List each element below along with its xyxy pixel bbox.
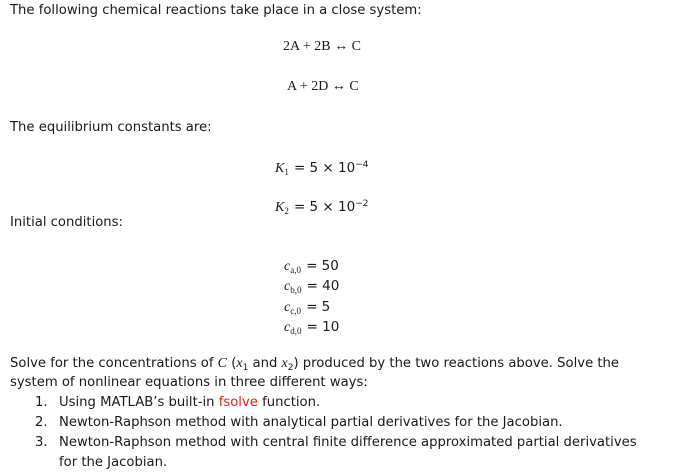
k1-subscript: 1 [284, 167, 289, 177]
cb0-value: = 40 [306, 278, 340, 294]
constant-k2 [275, 196, 368, 216]
list-item-3-continuation: for the Jacobian. [59, 455, 168, 470]
reaction-2-rhs: C [349, 79, 359, 94]
equilibrium-label: The equilibrium constants are: [10, 120, 212, 135]
cc0-subscript: c,0 [290, 306, 301, 316]
list-item-1-number: 1. [35, 395, 48, 410]
initial-cb0 [284, 275, 339, 295]
solve-text-d: ) produced by the two reactions above. Solve the [293, 356, 620, 371]
reaction-2 [287, 79, 359, 95]
solve-text-b: ( [227, 356, 237, 371]
list-item-3-number: 3. [35, 435, 48, 450]
k2-subscript: 2 [284, 206, 289, 216]
initial-cc0 [284, 296, 330, 316]
list-item-1-pre: Using MATLAB’s built-in [59, 395, 219, 410]
ca0-subscript: a,0 [290, 265, 301, 275]
reaction-2-arrow: ↔ [331, 79, 346, 94]
solve-text-c: and [248, 356, 282, 371]
k2-symbol: K [275, 200, 285, 215]
list-item-3-text: Newton-Raphson method with central finite difference approximated partial derivatives [59, 435, 637, 450]
k1-value: = 5 × 10 [293, 160, 356, 176]
solve-c-symbol: C [217, 356, 228, 371]
k2-exponent: −2 [355, 199, 369, 209]
solve-x2-symbol: x [281, 356, 288, 371]
reaction-1 [283, 39, 361, 55]
initial-label: Initial conditions: [10, 215, 123, 230]
solve-x1-subscript: 1 [242, 363, 249, 373]
solve-x2-subscript: 2 [287, 363, 294, 373]
solve-line-1 [10, 356, 619, 372]
initial-cd0 [284, 316, 339, 336]
list-item-2 [35, 415, 563, 430]
cb0-subscript: b,0 [290, 285, 302, 295]
k1-exponent: −4 [355, 160, 369, 170]
solve-line-2: system of nonlinear equations in three different ways: [10, 375, 368, 390]
solve-x1-symbol: x [236, 356, 243, 371]
ca0-symbol: c [284, 259, 291, 274]
cb0-symbol: c [284, 279, 291, 294]
ca0-value: = 50 [306, 258, 339, 274]
reaction-1-arrow: ↔ [334, 39, 349, 54]
list-item-2-text: Newton-Raphson method with analytical partial derivatives for the Jacobian. [59, 415, 563, 430]
solve-text-a: Solve for the concentrations of [10, 356, 218, 371]
initial-ca0 [284, 255, 339, 275]
constant-k1 [275, 157, 368, 177]
intro-text: The following chemical reactions take place in a close system: [10, 3, 422, 18]
reaction-1-rhs: C [351, 39, 361, 54]
list-item-1-post: function. [257, 395, 321, 410]
cd0-symbol: c [284, 320, 291, 335]
reaction-1-lhs: 2A + 2B [283, 39, 331, 54]
cd0-value: = 10 [306, 319, 340, 335]
k1-symbol: K [275, 161, 285, 176]
cc0-value: = 5 [306, 299, 331, 315]
k2-value: = 5 × 10 [293, 199, 356, 215]
cd0-subscript: d,0 [290, 326, 302, 336]
list-item-3 [35, 435, 637, 450]
list-item-2-number: 2. [35, 415, 48, 430]
fsolve-highlight: fsolve [218, 395, 258, 410]
reaction-2-lhs: A + 2D [287, 79, 329, 94]
list-item-1 [35, 395, 320, 410]
cc0-symbol: c [284, 300, 291, 315]
